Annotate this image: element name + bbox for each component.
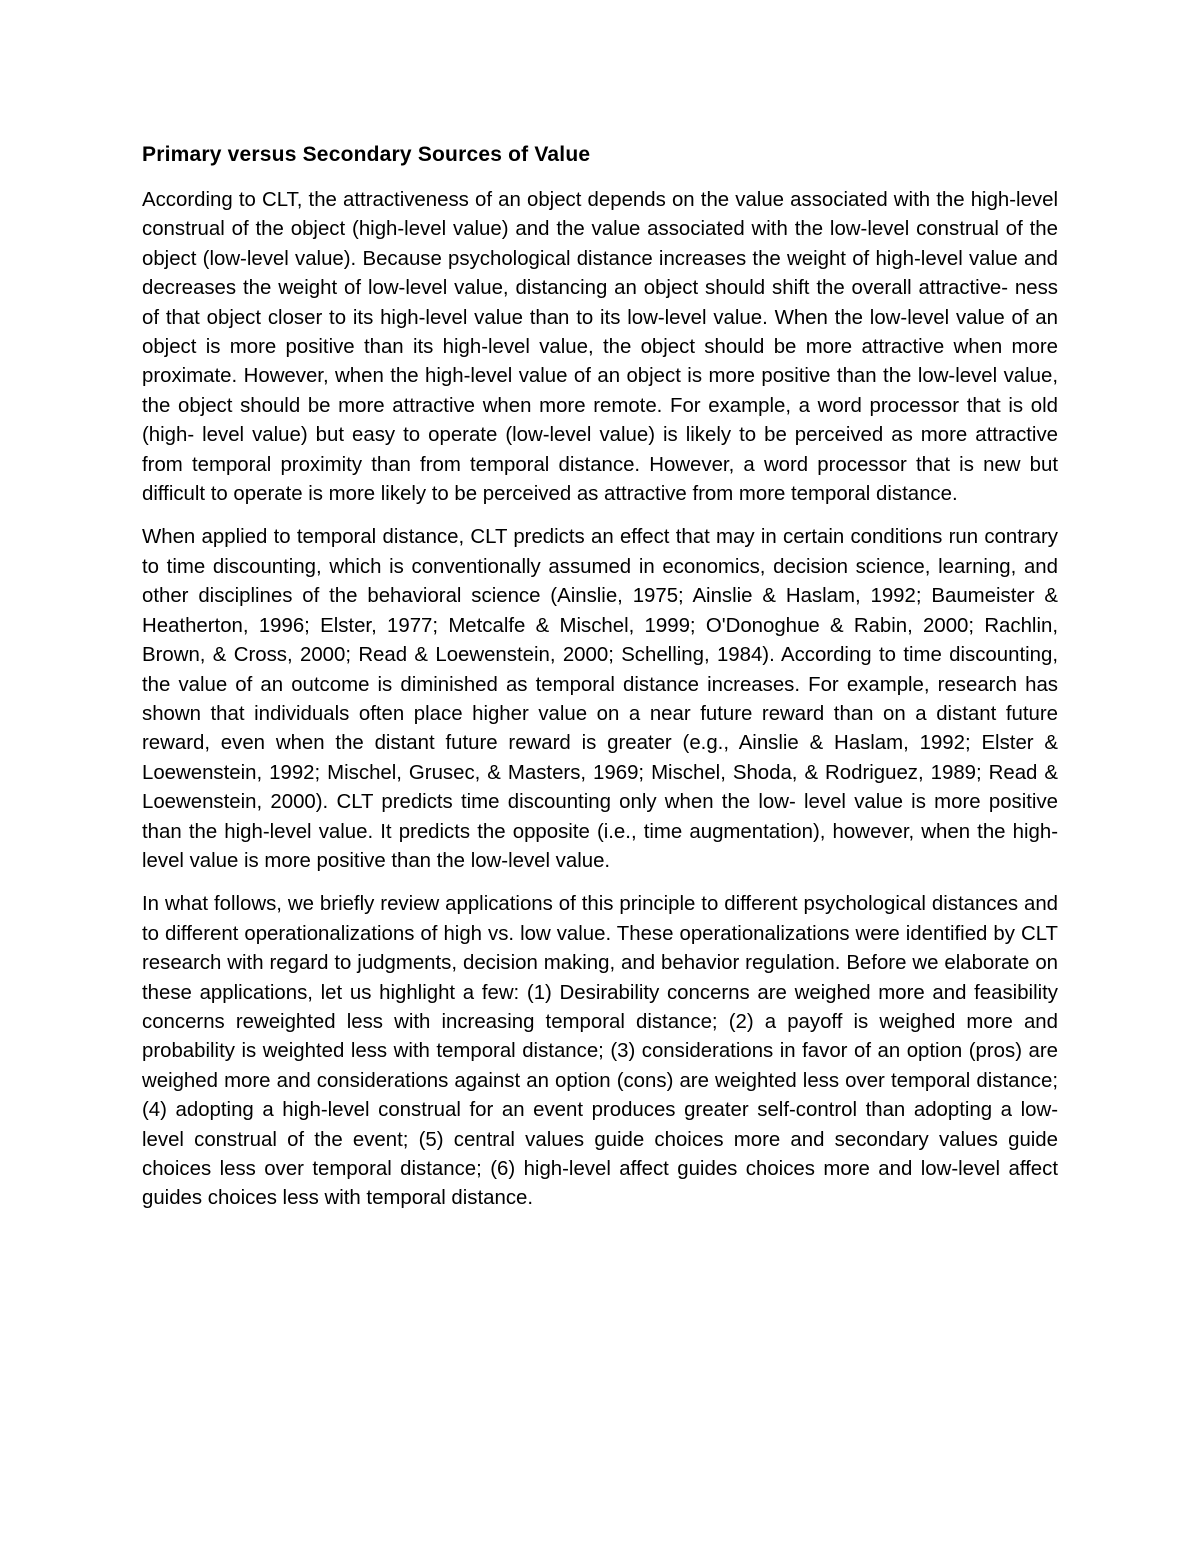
- document-page: [142, 140, 1058, 1228]
- section-heading: Primary versus Secondary Sources of Value: [142, 143, 591, 166]
- paragraph-1: According to CLT, the attractiveness of an object depends on the value associated with the high-level construal of the object (high-level value) and the value associated with the low-level construal of the object (low-level value). Because psychological distance increases the weight of high-level value and decreases the weight of low-level value, distancing an object should shift the overall attractive- ness of that object closer to its high-level value than to its low-level value. When the low-level value of an object is more positive than its high-level value, the object should be more attractive when more proximate. However, when the high-level value of an object is more positive than the low-level value, the object should be more attractive when more remote. For example, a word processor that is old (high- level value) but easy to operate (low-level value) is likely to be perceived as more attractive from temporal proximity than from temporal distance. However, a word processor that is new but difficult to operate is more likely to be perceived as attractive from more temporal distance.: [142, 189, 1058, 506]
- paragraph-3: In what follows, we briefly review applications of this principle to different psychological distances and to different operationalizations of high vs. low value. These operationalizations were identified by CLT research with regard to judgments, decision making, and behavior regulation. Before we elaborate on these applications, let us highlight a few: (1) Desirability concerns are weighed more and feasibility concerns reweighted less with increasing temporal distance; (2) a payoff is weighed more and probability is weighted less with temporal distance; (3) considerations in favor of an option (pros) are weighed more and considerations against an option (cons) are weighted less over temporal distance; (4) adopting a high-level construal for an event produces greater self-control than adopting a low-level construal of the event; (5) central values guide choices more and secondary values guide choices less over temporal distance; (6) high-level affect guides choices more and low-level affect guides choices less with temporal distance.: [142, 893, 1058, 1210]
- paragraph-2: When applied to temporal distance, CLT predicts an effect that may in certain conditions run contrary to time discounting, which is conventionally assumed in economics, decision science, learning, and other disciplines of the behavioral science (Ainslie, 1975; Ainslie & Haslam, 1992; Baumeister & Heatherton, 1996; Elster, 1977; Metcalfe & Mischel, 1999; O'Donoghue & Rabin, 2000; Rachlin, Brown, & Cross, 2000; Read & Loewenstein, 2000; Schelling, 1984). According to time discounting, the value of an outcome is diminished as temporal distance increases. For example, research has shown that individuals often place higher value on a near future reward than on a distant future reward, even when the distant future reward is greater (e.g., Ainslie & Haslam, 1992; Elster & Loewenstein, 1992; Mischel, Grusec, & Masters, 1969; Mischel, Shoda, & Rodriguez, 1989; Read & Loewenstein, 2000). CLT predicts time discounting only when the low- level value is more positive than the high-level value. It predicts the opposite (i.e., time augmentation), however, when the high-level value is more positive than the low-level value.: [142, 526, 1058, 872]
